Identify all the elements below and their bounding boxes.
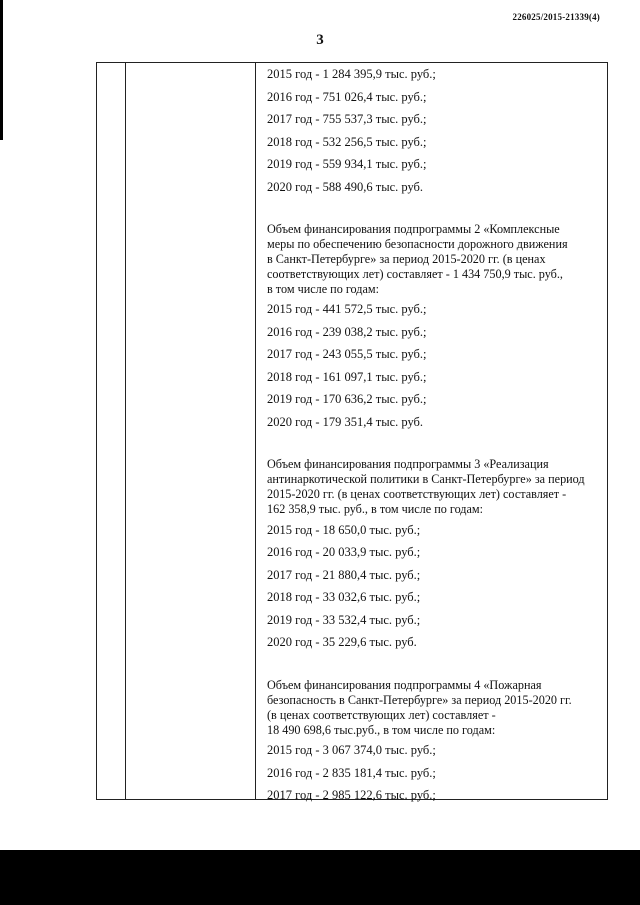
document-id: 226025/2015-21339(4) xyxy=(512,12,600,22)
paragraph-line: соответствующих лет) составляет - 1 434 750,9 тыс. руб., xyxy=(267,266,563,281)
year-line: 2017 год - 243 055,5 тыс. руб.; xyxy=(267,347,427,362)
year-line: 2016 год - 2 835 181,4 тыс. руб.; xyxy=(267,765,436,780)
block-subprogram-1-years xyxy=(267,65,601,200)
paragraph-line: меры по обеспечению безопасности дорожного движения xyxy=(267,236,568,251)
year-line: 2017 год - 2 985 122,6 тыс. руб.; xyxy=(267,788,436,803)
scan-edge-mark xyxy=(0,0,3,140)
block-subprogram-3-years xyxy=(267,521,601,656)
year-line: 2018 год - 33 032,6 тыс. руб.; xyxy=(267,590,421,605)
year-line: 2018 год - 532 256,5 тыс. руб.; xyxy=(267,134,427,149)
year-line: 2015 год - 18 650,0 тыс. руб.; xyxy=(267,522,421,537)
year-line: 2018 год - 161 097,1 тыс. руб.; xyxy=(267,369,427,384)
block-subprogram-4-years xyxy=(267,741,601,809)
year-line: 2015 год - 441 572,5 тыс. руб.; xyxy=(267,302,427,317)
year-line: 2019 год - 33 532,4 тыс. руб.; xyxy=(267,612,421,627)
paragraph-line: Объем финансирования подпрограммы 2 «Комплексные xyxy=(267,222,560,236)
paragraph-line: 2015-2020 гг. (в ценах соответствующих лет) составляет - xyxy=(267,487,567,502)
paragraph-line: в Санкт-Петербурге» за период 2015-2020 гг. (в ценах xyxy=(267,251,546,266)
paragraph-line: 162 358,9 тыс. руб., в том числе по годам: xyxy=(267,502,484,516)
subprogram-3-paragraph xyxy=(267,457,601,517)
year-line: 2019 год - 170 636,2 тыс. руб.; xyxy=(267,392,427,407)
year-line: 2019 год - 559 934,1 тыс. руб.; xyxy=(267,157,427,171)
column-divider-2 xyxy=(255,63,256,799)
page-number: 3 xyxy=(316,32,324,48)
year-line: 2020 год - 588 490,6 тыс. руб. xyxy=(267,179,424,194)
year-line: 2017 год - 755 537,3 тыс. руб.; xyxy=(267,112,427,126)
paragraph-line: антинаркотической политики в Санкт-Петербурге» за период xyxy=(267,472,585,487)
year-line: 2016 год - 751 026,4 тыс. руб.; xyxy=(267,89,427,104)
paragraph-line: 18 490 698,6 тыс.руб., в том числе по годам: xyxy=(267,722,496,737)
year-line: 2015 год - 1 284 395,9 тыс. руб.; xyxy=(267,67,436,81)
column-divider-1 xyxy=(125,63,126,799)
year-line: 2020 год - 179 351,4 тыс. руб. xyxy=(267,414,424,429)
year-line: 2020 год - 35 229,6 тыс. руб. xyxy=(267,635,417,650)
subprogram-4-paragraph xyxy=(267,678,601,738)
subprogram-2-paragraph xyxy=(267,222,601,296)
year-line: 2017 год - 21 880,4 тыс. руб.; xyxy=(267,567,421,582)
block-subprogram-2-years xyxy=(267,300,601,435)
year-line: 2016 год - 20 033,9 тыс. руб.; xyxy=(267,545,421,560)
scan-bottom-border xyxy=(0,850,640,905)
table-content-cell xyxy=(267,65,601,809)
year-line: 2015 год - 3 067 374,0 тыс. руб.; xyxy=(267,743,436,758)
year-line: 2016 год - 239 038,2 тыс. руб.; xyxy=(267,324,427,339)
table-frame xyxy=(96,62,608,803)
paragraph-line: (в ценах соответствующих лет) составляет - xyxy=(267,707,496,722)
paragraph-line: Объем финансирования подпрограммы 3 «Реализация xyxy=(267,457,549,472)
paragraph-line: Объем финансирования подпрограммы 4 «Пожарная xyxy=(267,677,542,692)
paragraph-line: безопасность в Санкт-Петербурге» за период 2015-2020 гг. xyxy=(267,692,572,707)
paragraph-line: в том числе по годам: xyxy=(267,281,379,296)
